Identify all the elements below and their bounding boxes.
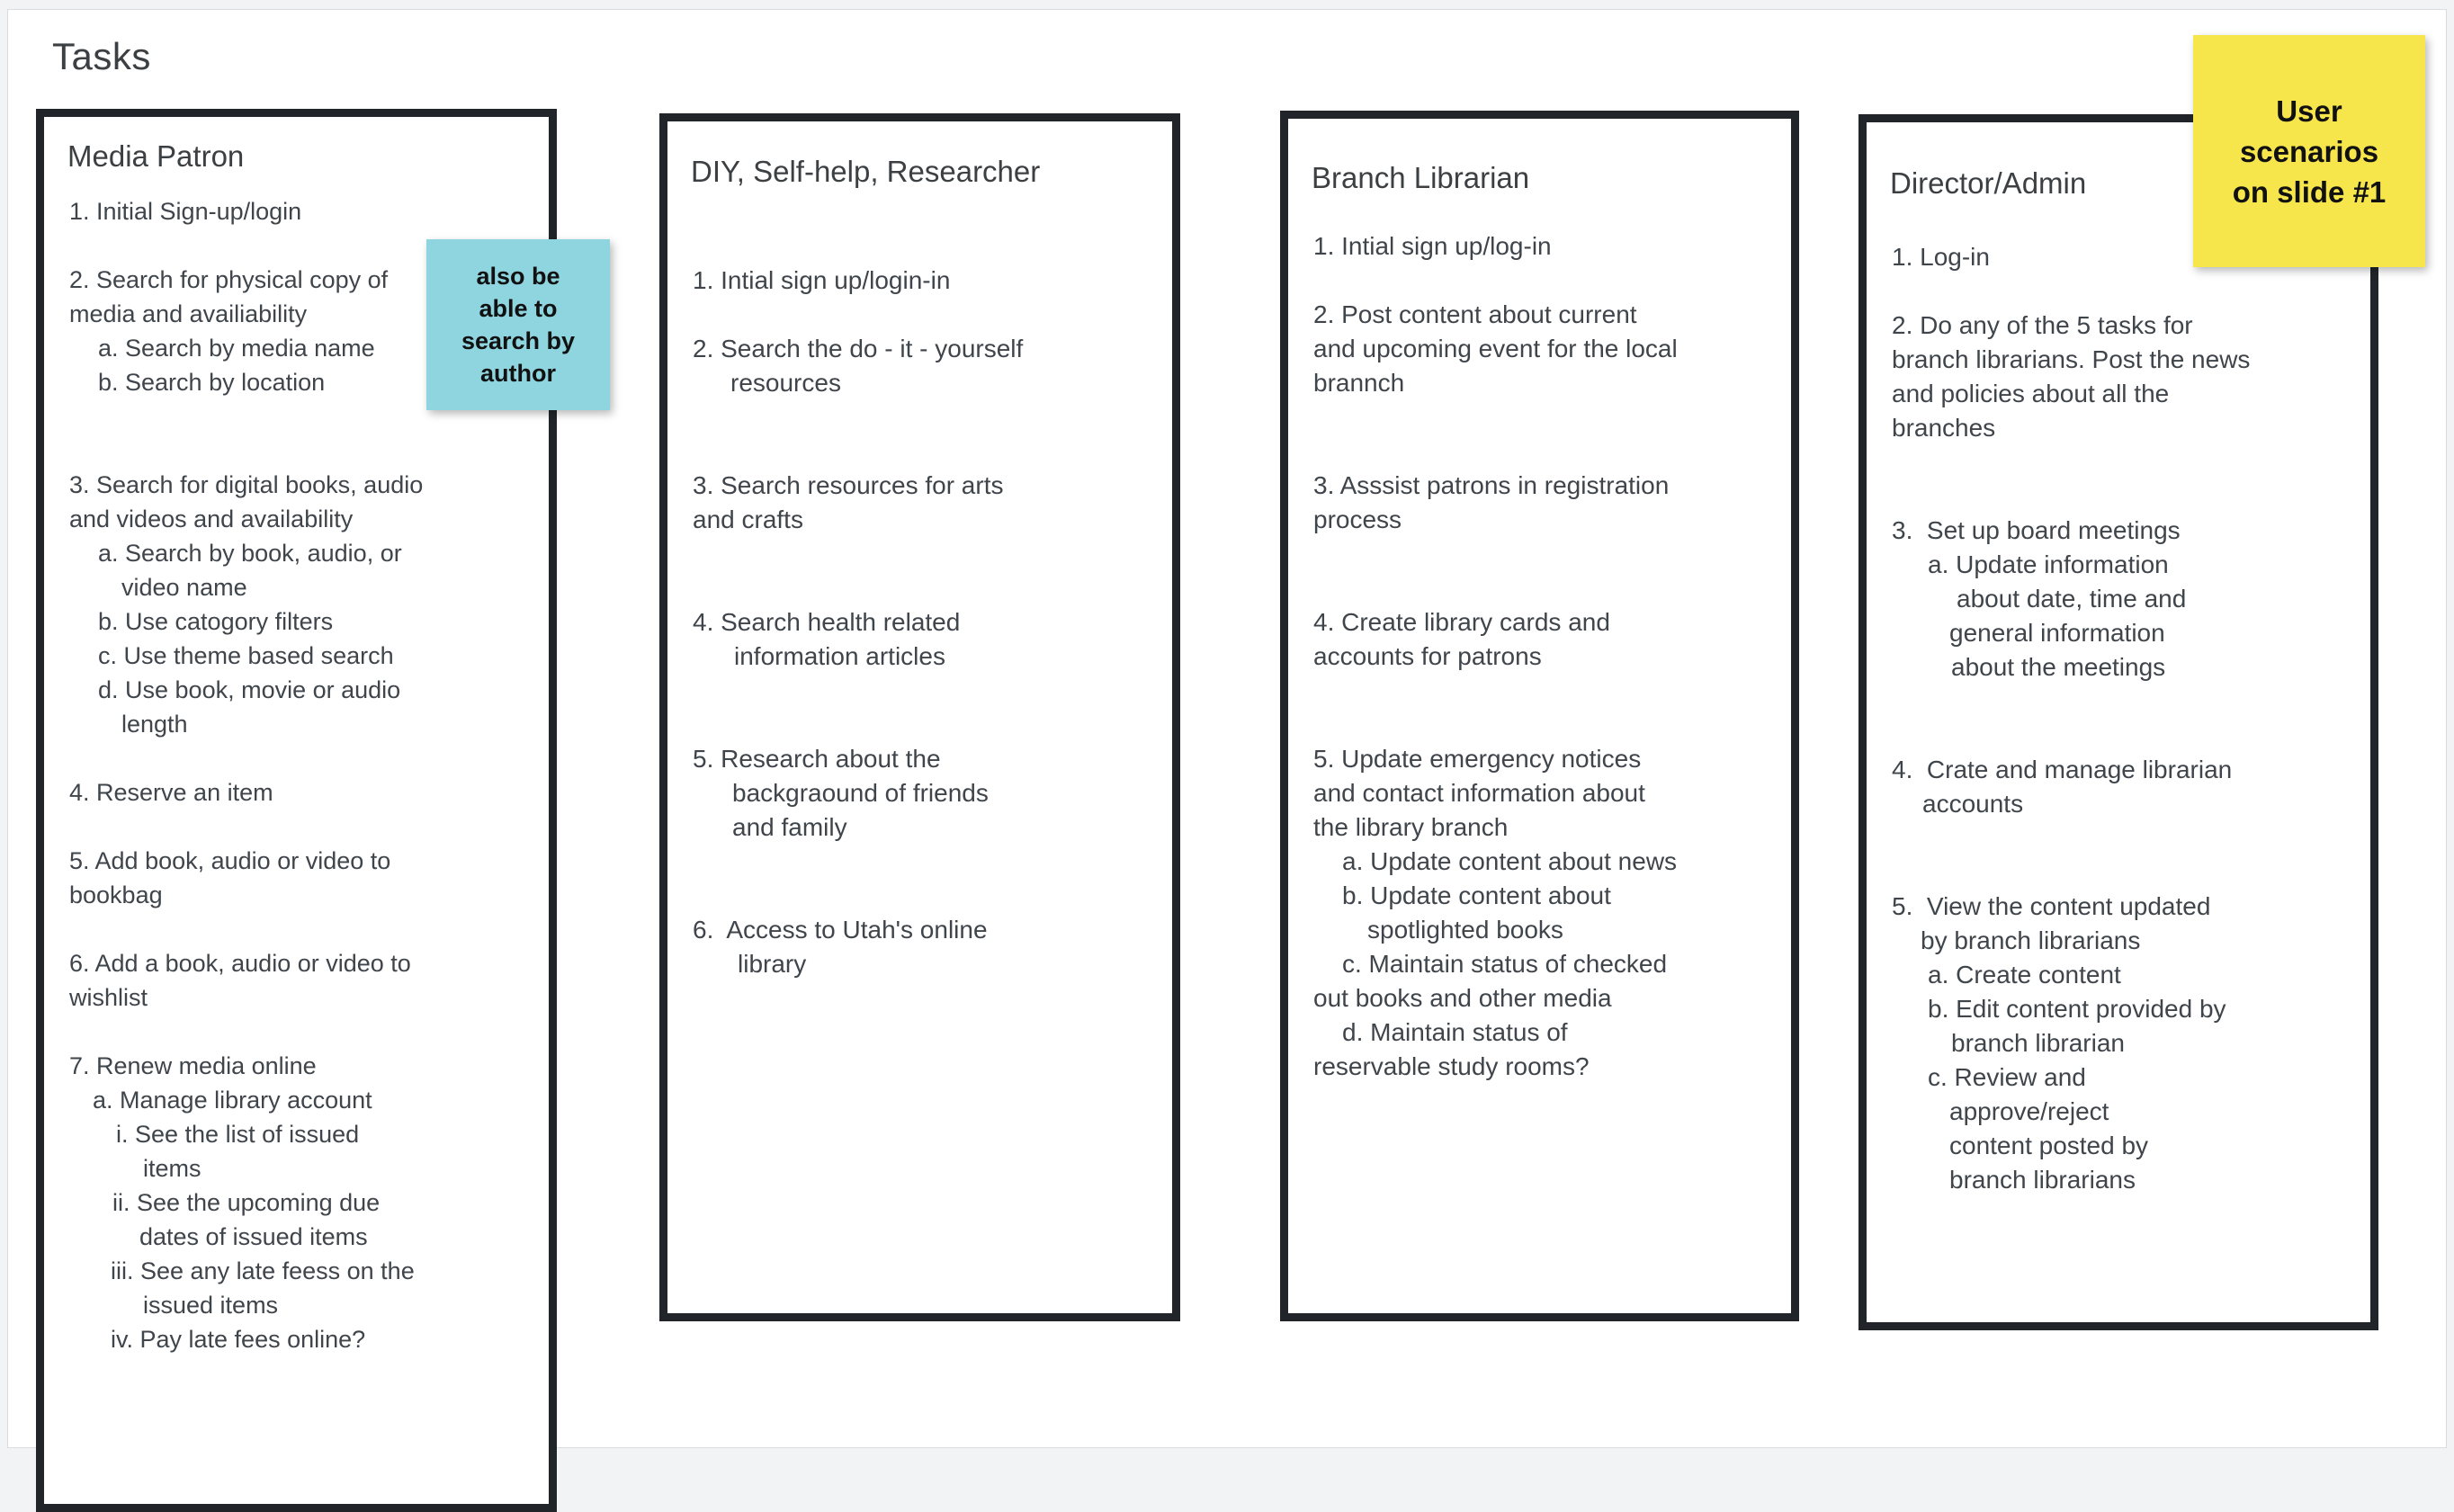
task-line: about date, time and xyxy=(1957,585,2187,613)
task-line: branch librarians xyxy=(1949,1166,2136,1194)
task-line: a. Search by book, audio, or xyxy=(98,540,402,567)
task-line: out books and other media xyxy=(1313,984,1612,1012)
panel-branch-librarian[interactable] xyxy=(1280,111,1799,1321)
task-line: b. Update content about xyxy=(1342,881,1611,909)
task-line: process xyxy=(1313,505,1402,533)
task-line: branch librarians. Post the news xyxy=(1892,345,2251,373)
task-line: accounts xyxy=(1922,790,2024,818)
task-line: wishlist xyxy=(69,984,148,1011)
task-line: and videos and availability xyxy=(69,505,354,532)
sticky-text-line: author xyxy=(480,360,556,387)
sticky-text-line: on slide #1 xyxy=(2232,174,2387,209)
sticky-text-line: scenarios xyxy=(2239,134,2379,168)
task-line: and crafts xyxy=(693,505,803,533)
task-line: 6. Add a book, audio or video to xyxy=(69,950,411,977)
task-list xyxy=(1867,240,2370,1197)
task-line: about the meetings xyxy=(1951,653,2166,681)
task-line: i. See the list of issued xyxy=(116,1121,360,1148)
task-line: video name xyxy=(121,574,247,601)
task-line: 1. Intial sign up/login-in xyxy=(693,266,951,294)
task-line: resources xyxy=(730,369,841,397)
task-line: 1. Intial sign up/log-in xyxy=(1313,232,1552,260)
task-line: branch librarian xyxy=(1951,1029,2125,1057)
task-line: and upcoming event for the local xyxy=(1313,335,1678,362)
task-line: library xyxy=(738,950,807,978)
task-line: 4. Create library cards and xyxy=(1313,608,1610,636)
task-line: c. Review and xyxy=(1928,1063,2086,1091)
task-line: c. Maintain status of checked xyxy=(1342,950,1668,978)
task-line: 3. Search for digital books, audio xyxy=(69,471,424,498)
task-line: spotlighted books xyxy=(1367,916,1563,944)
task-line: 5. Research about the xyxy=(693,745,941,773)
task-line: ii. See the upcoming due xyxy=(112,1189,381,1216)
sticky-text-line: search by xyxy=(461,327,576,354)
sticky-text-line: able to xyxy=(479,295,558,322)
task-line: brannch xyxy=(1313,369,1405,397)
task-line: 3. Search resources for arts xyxy=(693,471,1004,499)
task-line: and contact information about xyxy=(1313,779,1645,807)
task-line: 6. Access to Utah's online xyxy=(693,916,988,944)
task-line: 3. Asssist patrons in registration xyxy=(1313,471,1670,499)
panel-director-admin[interactable] xyxy=(1858,114,2378,1330)
task-line: information articles xyxy=(734,642,945,670)
task-line: dates of issued items xyxy=(139,1223,368,1250)
task-line: a. Manage library account xyxy=(93,1087,372,1114)
task-line: iii. See any late feess on the xyxy=(111,1257,415,1284)
task-line: length xyxy=(121,711,188,738)
task-list xyxy=(1288,229,1791,1084)
task-line: 2. Do any of the 5 tasks for xyxy=(1892,311,2193,339)
task-line: issued items xyxy=(143,1292,279,1319)
task-line: b. Use catogory filters xyxy=(98,608,334,635)
task-line: c. Use theme based search xyxy=(98,642,394,669)
task-line: 2. Search for physical copy of xyxy=(69,266,389,293)
panel-diy-selfhelp-researcher[interactable] xyxy=(659,113,1180,1321)
task-line: b. Search by location xyxy=(98,369,326,396)
task-line: d. Maintain status of xyxy=(1342,1018,1568,1046)
sticky-text-line: also be xyxy=(476,263,560,290)
task-line: and policies about all the xyxy=(1892,380,2170,407)
task-line: reservable study rooms? xyxy=(1313,1052,1590,1080)
sticky-note-user-scenarios[interactable] xyxy=(2193,35,2425,267)
task-list xyxy=(667,264,1172,981)
page-title: Tasks xyxy=(52,35,151,77)
sticky-note-search-by-author[interactable] xyxy=(426,239,610,410)
panel-title: Director/Admin xyxy=(1890,166,2087,200)
panel-title: Branch Librarian xyxy=(1312,161,1530,194)
task-line: a. Update information xyxy=(1928,550,2169,578)
task-line: 1. Initial Sign-up/login xyxy=(69,198,302,225)
task-line: items xyxy=(143,1155,202,1182)
task-line: media and availiability xyxy=(69,300,308,327)
task-line: 5. View the content updated xyxy=(1892,892,2211,920)
sticky-text-line: User xyxy=(2276,94,2342,128)
task-line: 4. Reserve an item xyxy=(69,779,273,806)
panel-title: DIY, Self-help, Researcher xyxy=(691,155,1041,188)
panel-title: Media Patron xyxy=(67,139,245,173)
task-line: backgraound of friends xyxy=(732,779,989,807)
task-line: bookbag xyxy=(69,881,163,908)
task-line: 2. Post content about current xyxy=(1313,300,1637,328)
task-line: approve/reject xyxy=(1949,1097,2109,1125)
task-line: and family xyxy=(732,813,847,841)
task-line: a. Search by media name xyxy=(98,335,375,362)
task-line: 2. Search the do - it - yourself xyxy=(693,335,1024,362)
task-line: accounts for patrons xyxy=(1313,642,1542,670)
task-line: 1. Log-in xyxy=(1892,243,1990,271)
task-line: iv. Pay late fees online? xyxy=(111,1326,366,1353)
task-line: 7. Renew media online xyxy=(69,1052,317,1079)
task-line: 5. Add book, audio or video to xyxy=(69,847,391,874)
task-line: by branch librarians xyxy=(1921,926,2141,954)
task-line: branches xyxy=(1892,414,1996,442)
task-line: b. Edit content provided by xyxy=(1928,995,2226,1023)
task-line: a. Update content about news xyxy=(1342,847,1678,875)
task-line: 5. Update emergency notices xyxy=(1313,745,1642,773)
task-line: general information xyxy=(1949,619,2165,647)
task-line: d. Use book, movie or audio xyxy=(98,676,401,703)
task-line: 3. Set up board meetings xyxy=(1892,516,2181,544)
task-line: 4. Search health related xyxy=(693,608,961,636)
task-line: 4. Crate and manage librarian xyxy=(1892,756,2233,783)
slide-canvas[interactable] xyxy=(7,9,2447,1448)
task-line: a. Create content xyxy=(1928,961,2121,989)
task-line: the library branch xyxy=(1313,813,1509,841)
task-line: content posted by xyxy=(1949,1132,2149,1159)
